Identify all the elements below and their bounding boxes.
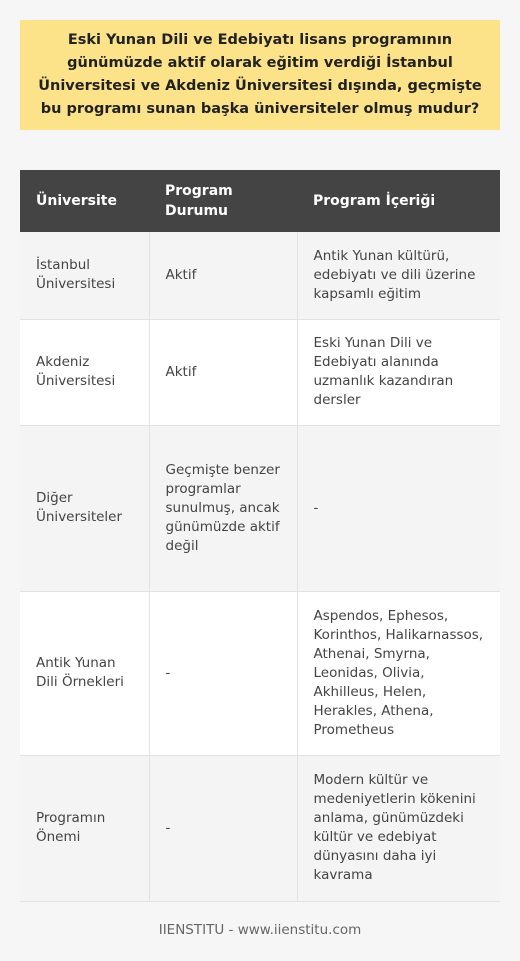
table-row — [20, 319, 500, 425]
cell-university: Antik Yunan Dili Örnekleri — [20, 591, 149, 755]
cell-university: Programın Önemi — [20, 755, 149, 901]
info-table — [20, 170, 500, 902]
cell-university: İstanbul Üniversitesi — [20, 232, 149, 319]
cell-status: Aktif — [149, 319, 297, 425]
header-program-content: Program İçeriği — [297, 170, 500, 232]
cell-status: Geçmişte benzer programlar sunulmuş, ancak günümüzde aktif değil — [149, 425, 297, 591]
cell-status: - — [149, 591, 297, 755]
header-university: Üniversite — [20, 170, 149, 232]
cell-content: Modern kültür ve medeniyetlerin kökenini anlama, günümüzdeki kültür ve edebiyat dünyasını daha iyi kavrama — [297, 755, 500, 901]
cell-content: Aspendos, Ephesos, Korinthos, Halikarnassos, Athenai, Smyrna, Leonidas, Olivia, Akhilleus, Helen, Herakles, Athena, Prometheus — [297, 591, 500, 755]
cell-status: Aktif — [149, 232, 297, 319]
cell-content: Eski Yunan Dili ve Edebiyatı alanında uzmanlık kazandıran dersler — [297, 319, 500, 425]
cell-university: Akdeniz Üniversitesi — [20, 319, 149, 425]
table-row — [20, 755, 500, 901]
question-box — [20, 20, 500, 130]
footer-credit: IIENSTITU - www.iienstitu.com — [158, 922, 362, 938]
cell-content: - — [297, 425, 500, 591]
cell-status: - — [149, 755, 297, 901]
question-text: Eski Yunan Dili ve Edebiyatı lisans programının günümüzde aktif olarak eğitim verdiği İstanbul Üniversitesi ve Akdeniz Üniversitesi dışında, geçmişte bu programı sunan başka üniversiteler olmuş mudur? — [38, 32, 482, 117]
header-program-status: Program Durumu — [149, 170, 297, 232]
table-row — [20, 232, 500, 319]
cell-content: Antik Yunan kültürü, edebiyatı ve dili üzerine kapsamlı eğitim — [297, 232, 500, 319]
table-row — [20, 591, 500, 755]
table-row — [20, 425, 500, 591]
table-header-row — [20, 170, 500, 232]
cell-university: Diğer Üniversiteler — [20, 425, 149, 591]
